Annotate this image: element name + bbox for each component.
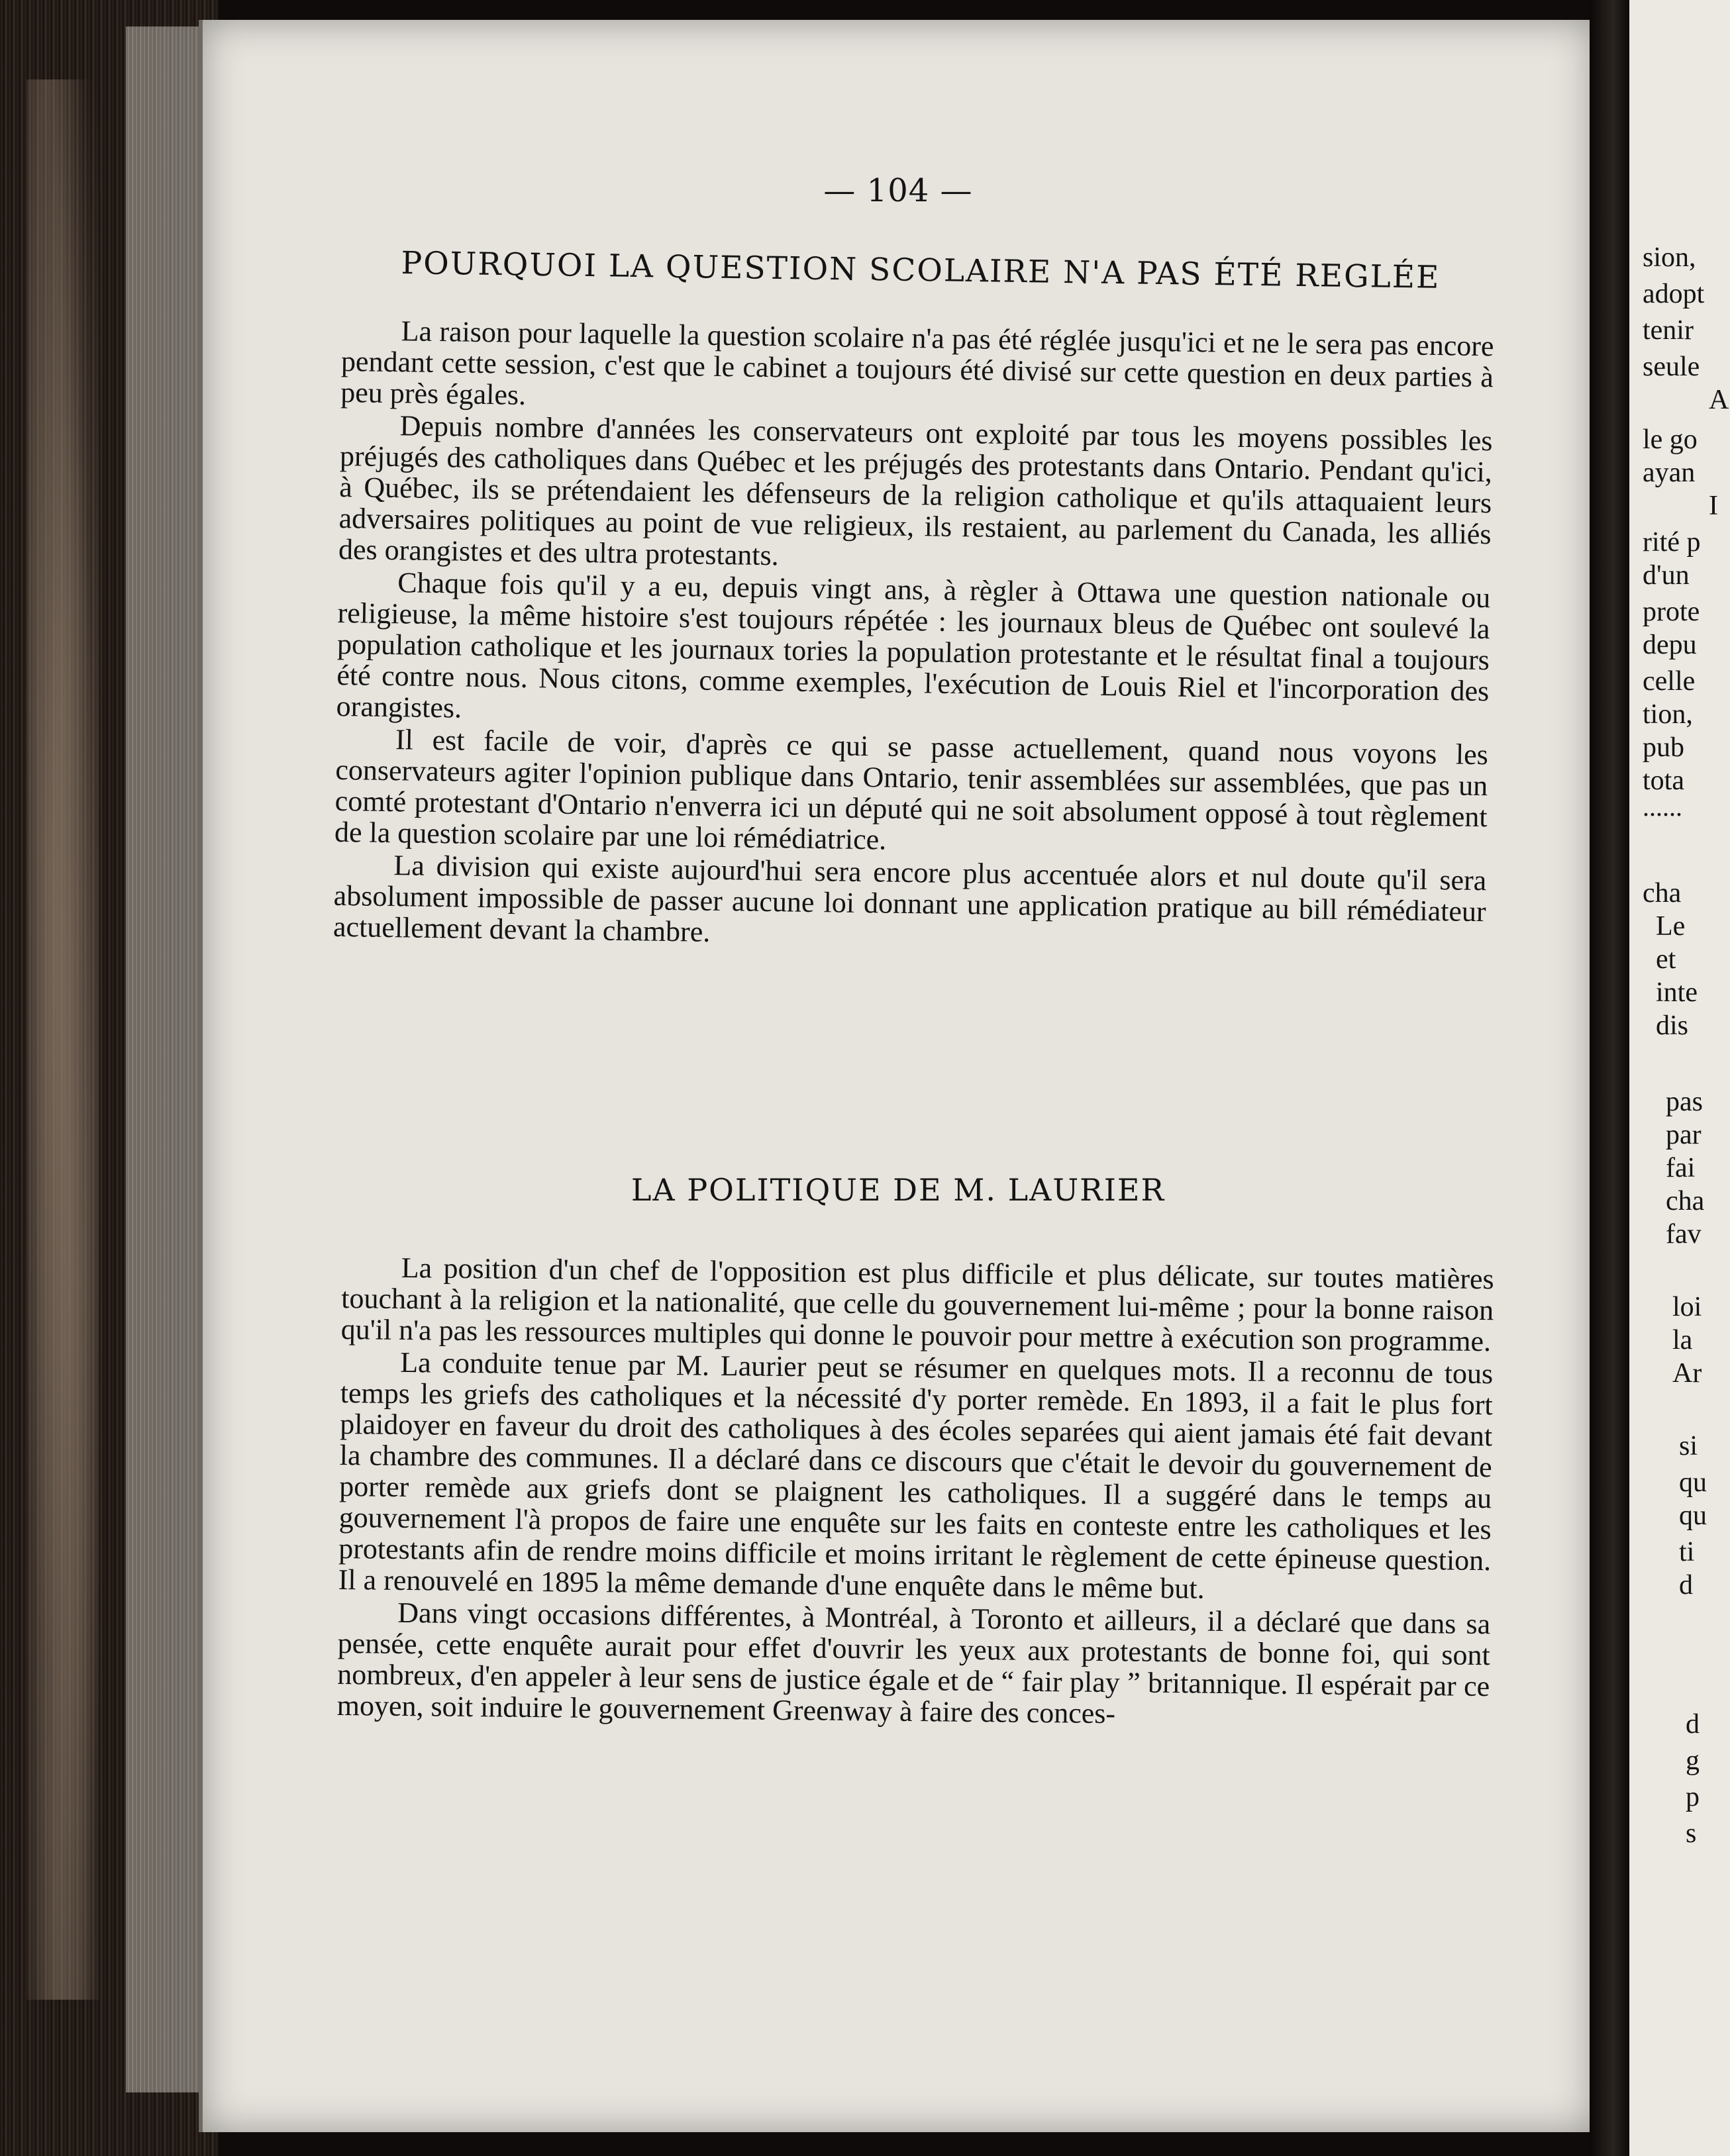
fragment-line: d bbox=[1686, 1709, 1700, 1740]
paragraph: Il est facile de voir, d'après ce qui se passe actuellement, quand nous voyons les conservateurs agiter l'opinion publique dans Ontario, tenir assemblées sur assemblées, que pas un comté protestant d'Ontario n'enverra ici un député qui ne soit absolument opposé à tout règlement de la question scolaire par une loi rémédiatrice. bbox=[334, 723, 1489, 856]
page-number: — 104 — bbox=[823, 172, 973, 209]
fragment-line: depu bbox=[1643, 630, 1697, 660]
fragment-line: la bbox=[1672, 1325, 1693, 1355]
fragment-line: tenir bbox=[1643, 315, 1694, 346]
book-page bbox=[199, 20, 1594, 2132]
fragment-line: rité p bbox=[1643, 527, 1701, 558]
fragment-line: A bbox=[1709, 385, 1729, 415]
fragment-line: celle bbox=[1643, 666, 1696, 697]
fragment-line: pas bbox=[1666, 1087, 1703, 1117]
fragment-line: loi bbox=[1672, 1292, 1702, 1322]
fragment-line: ayan bbox=[1643, 458, 1696, 488]
fragment-line: par bbox=[1666, 1120, 1702, 1150]
paragraph: La raison pour laquelle la question scolaire n'a pas été réglée jusqu'ici et ne le sera pas encore pendant cette session, c'est que le cabinet a toujours été divisé sur cette question en deux parties à peu près égales. bbox=[340, 315, 1494, 411]
paragraph: Depuis nombre d'années les conservateurs ont exploité par tous les moyens possibles les préjugés des catholiques dans Québec et les préjugés des protestants dans Ontario. Pendant qu'ici, à Québec, ils se prétendaient les défenseurs de la religion catholique et qu'ils attaquaient leurs adversaires politiques au point de vue religieux, ils restaient, au parlement du Canada, les alliés des orangistes et des ultra protestants. bbox=[338, 409, 1493, 572]
fragment-line: I bbox=[1709, 491, 1718, 521]
section-heading-question-scolaire: POURQUOI LA QUESTION SCOLAIRE N'A PAS ÉTÉ REGLÉE bbox=[401, 245, 1441, 296]
fragment-line: g bbox=[1686, 1745, 1700, 1776]
paragraph: Chaque fois qu'il y a eu, depuis vingt ans, à règler à Ottawa une question nationale ou religieuse, la même histoire s'est toujours répétée : les journaux bleus de Québec ont soulevé la population catholique et les journaux tories la population protestante et le résultat final a toujours été contre nous. Nous citons, comme exemples, l'exécution de Louis Riel et l'incorporation des orangistes. bbox=[336, 566, 1491, 724]
fragment-line: qu bbox=[1679, 1467, 1707, 1498]
fragment-line: cha bbox=[1643, 878, 1682, 908]
fragment-line: fai bbox=[1666, 1153, 1696, 1183]
fragment-line: s bbox=[1686, 1818, 1697, 1849]
adjacent-page-fragment bbox=[1629, 0, 1730, 2156]
fragment-line: cha bbox=[1666, 1186, 1705, 1216]
fragment-line: pub bbox=[1643, 732, 1684, 763]
fragment-line: qu bbox=[1679, 1500, 1707, 1531]
fragment-line: adopt bbox=[1643, 279, 1705, 309]
section-body-question-scolaire bbox=[333, 315, 1494, 959]
fragment-line: seule bbox=[1643, 352, 1700, 382]
fragment-line: si bbox=[1679, 1431, 1698, 1461]
fragment-line: le go bbox=[1643, 424, 1698, 455]
paragraph: La position d'un chef de l'opposition est plus difficile et plus délicate, sur toutes matières touchant à la religion et la nationalité, que celle du gouvernement lui-même ; pour la bonne raison qu'il n'a pas les ressources multiples qui donne le pouvoir pour mettre à exécution son programme. bbox=[340, 1251, 1494, 1358]
paragraph: La division qui existe aujourd'hui sera encore plus accentuée alors et nul doute qu'il sera absolument impossible de passer aucune loi donnant une application pratique au bill rémédiateur actuellement devant la chambre. bbox=[332, 849, 1487, 948]
fragment-line: tota bbox=[1643, 765, 1684, 796]
fragment-line: fav bbox=[1666, 1219, 1702, 1250]
fragment-line: d bbox=[1679, 1570, 1693, 1600]
section-heading-politique-laurier: LA POLITIQUE DE M. LAURIER bbox=[631, 1172, 1166, 1208]
fragment-line: sion, bbox=[1643, 242, 1696, 273]
fragment-line: p bbox=[1686, 1782, 1700, 1812]
fragment-line: dis bbox=[1656, 1010, 1689, 1041]
paragraph: La conduite tenue par M. Laurier peut se résumer en quelques mots. Il a reconnu de tous temps les griefs des catholiques et la nécessité d'y porter remède. En 1893, il a fait le plus fort plaidoyer en faveur du droit des catholiques à des écoles separées qui aient jamais été fait devant la chambre des communes. Il a déclaré dans ce discours que c'était le devoir du gouvernement de porter remède aux griefs dont se plaignent les catholiques. Il a suggéré dans le temps au gouvernement l'à propos de faire une enquête sur les faits en conteste entre les catholiques et les protestants afin de rendre moins difficile et moins irritant le règlement de cette épineuse question. Il a renouvelé en 1895 la même demande d'une enquête dans le même but. bbox=[338, 1346, 1494, 1605]
book-gutter bbox=[1590, 0, 1629, 2156]
fragment-line: ti bbox=[1679, 1537, 1695, 1567]
fragment-line: et bbox=[1656, 944, 1676, 975]
fragment-line: prote bbox=[1643, 597, 1700, 627]
fragment-line: inte bbox=[1656, 977, 1698, 1008]
fragment-line: d'un bbox=[1643, 560, 1690, 591]
fragment-line: tion, bbox=[1643, 699, 1693, 730]
fragment-line: Ar bbox=[1672, 1358, 1702, 1389]
fragment-line: Le bbox=[1656, 911, 1686, 942]
fragment-ellipsis: ...... bbox=[1643, 792, 1682, 822]
section-body-politique-laurier bbox=[337, 1251, 1494, 1734]
paragraph: Dans vingt occasions différentes, à Montréal, à Toronto et ailleurs, il a déclaré que dans sa pensée, cette enquête aurait pour effet d'ouvrir les yeux aux protestants de bonne foi, qui sont nombreux, d'en appeler à leur sens de justice égale et de “ fair play ” britannique. Il espérait par ce moyen, soit induire le gouvernement Greenway à faire des conces- bbox=[336, 1596, 1491, 1730]
